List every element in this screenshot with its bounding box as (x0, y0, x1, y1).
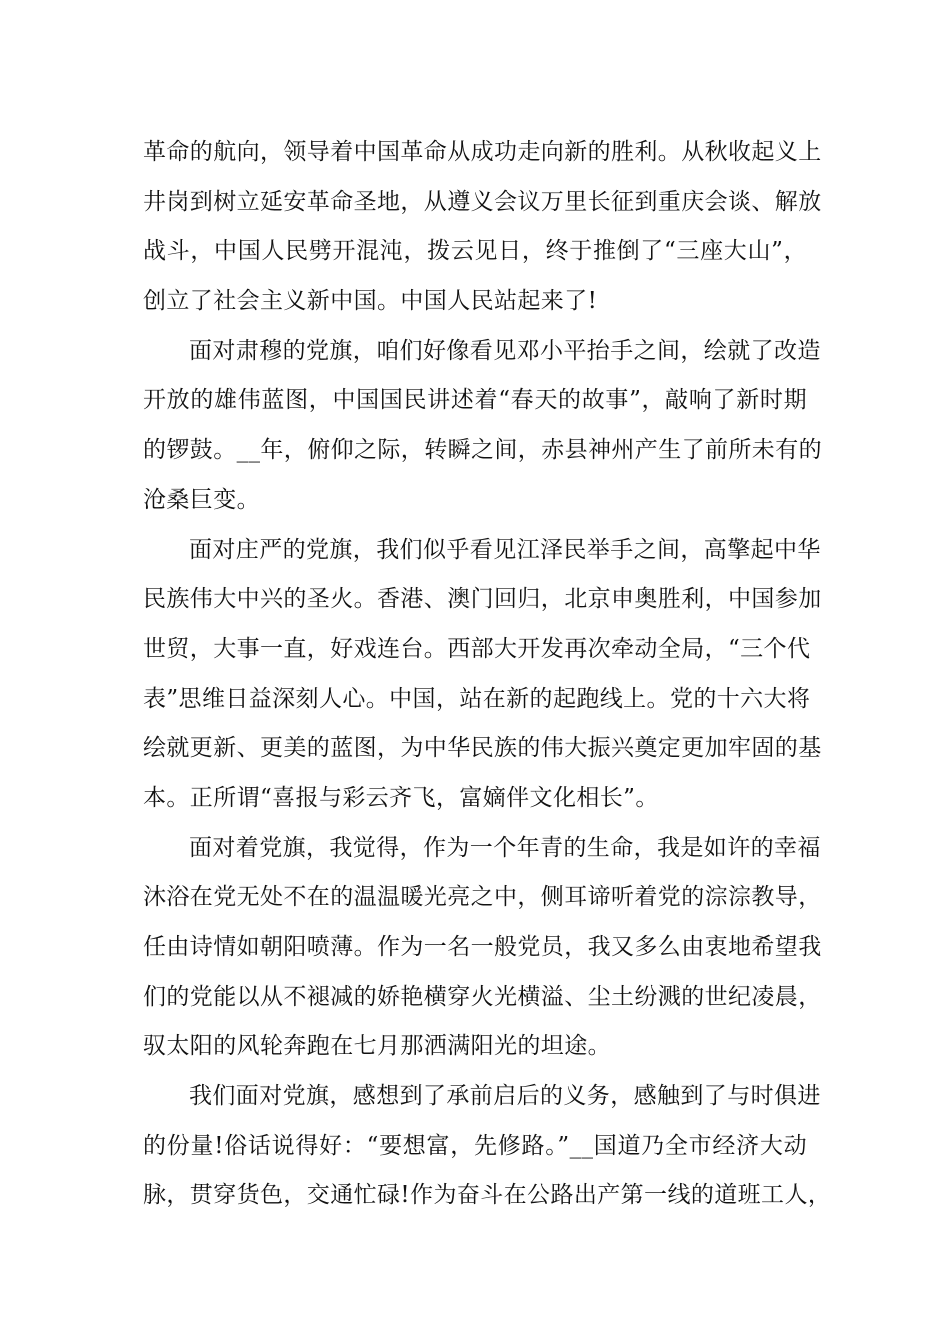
text-line: 绘就更新、更美的蓝图，为中华民族的伟大振兴奠定更加牢固的基 (143, 735, 822, 762)
paragraph-first-line: 我们面对党旗，感想到了承前启后的义务，感触到了与时俱进 (189, 1083, 821, 1110)
text-line: 井岗到树立延安革命圣地，从遵义会议万里长征到重庆会谈、解放 (143, 188, 822, 215)
text-line: 驭太阳的风轮奔跑在七月那洒满阳光的坦途。 (143, 1033, 611, 1060)
text-line: 的份量!俗话说得好：“要想富，先修路。”__国道乃全市经济大动 (143, 1132, 807, 1159)
text-line: 表”思维日益深刻人心。中国，站在新的起跑线上。党的十六大将 (143, 685, 811, 712)
text-line: 沐浴在党无处不在的温温暖光亮之中，侧耳谛听着党的淙淙教导， (143, 884, 822, 911)
text-line: 民族伟大中兴的圣火。香港、澳门回归，北京申奥胜利，中国参加 (143, 586, 822, 613)
text-line: 开放的雄伟蓝图，中国国民讲述着“春天的故事”，敲响了新时期 (143, 387, 807, 414)
paragraph-first-line: 面对着党旗，我觉得，作为一个年青的生命，我是如许的幸福 (189, 834, 821, 861)
text-line: 任由诗情如朝阳喷薄。作为一名一般党员，我又多么由衷地希望我 (143, 934, 822, 960)
text-line: 创立了社会主义新中国。中国人民站起来了! (143, 288, 598, 315)
text-line: 本。正所谓“喜报与彩云齐飞，富嫡伴文化相长”。 (143, 784, 659, 811)
text-line: 革命的航向，领导着中国革命从成功走向新的胜利。从秋收起义上 (143, 139, 822, 165)
text-line: 战斗，中国人民劈开混沌，拨云见日，终于推倒了“三座大山”， (143, 238, 807, 265)
text-line: 的锣鼓。__年，俯仰之际，转瞬之间，赤县神州产生了前所未有的 (143, 437, 822, 464)
text-line: 世贸，大事一直，好戏连台。西部大开发再次牵动全局，“三个代 (143, 635, 811, 662)
text-line: 沧桑巨变。 (143, 486, 260, 513)
paragraph-first-line: 面对庄严的党旗，我们似乎看见江泽民举手之间，高擎起中华 (189, 536, 821, 563)
paragraph-first-line: 面对肃穆的党旗，咱们好像看见邓小平抬手之间，绘就了改造 (189, 337, 821, 364)
text-line: 们的党能以从不褪减的娇艳横穿火光横溢、尘土纷溅的世纪凌晨， (143, 983, 822, 1010)
body-text (143, 128, 832, 1221)
text-line: 脉，贯穿货色，交通忙碌!作为奋斗在公路出产第一线的道班工人， (143, 1182, 832, 1209)
